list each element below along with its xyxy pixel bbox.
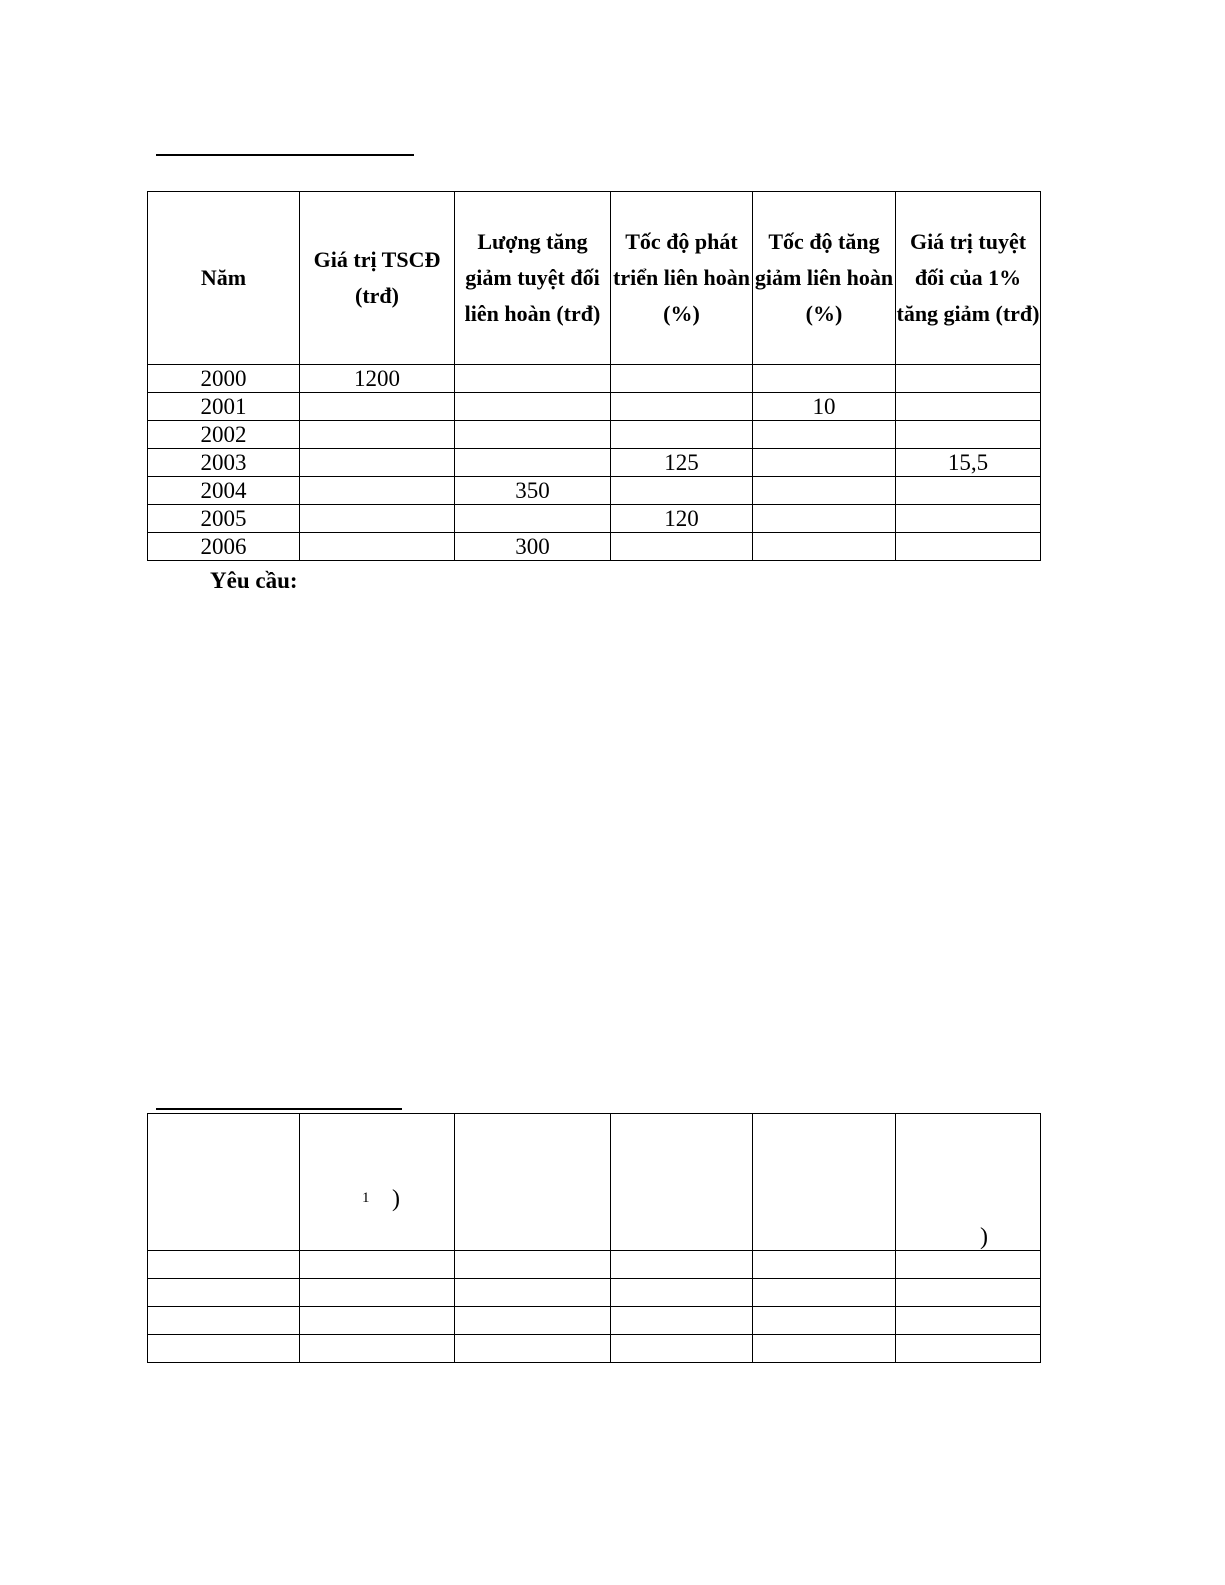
table-cell [455,1114,611,1251]
heading-underline [156,154,414,156]
table-cell [611,1279,753,1307]
table-cell [455,1307,611,1335]
table-cell [611,365,753,393]
table-cell: 125 [611,449,753,477]
table-cell [611,1335,753,1363]
table-row [148,1307,1041,1335]
table-cell [753,421,896,449]
table-cell [896,1251,1041,1279]
faded-table [147,1113,1041,1363]
table-cell [300,533,455,561]
header-year: Năm [148,192,300,365]
table-cell [455,421,611,449]
table-row [148,421,1041,449]
text-fragment: ) [980,1224,988,1250]
table-cell [300,393,455,421]
table-cell: 300 [455,533,611,561]
table-cell: 1200 [300,365,455,393]
table-cell [896,1335,1041,1363]
table-cell [753,365,896,393]
heading-underline [156,1108,402,1110]
table-cell [611,393,753,421]
header-absolute-change: Lượng tăng giảm tuyệt đối liên hoàn (trđ) [455,192,611,365]
table-cell [455,505,611,533]
table-cell [753,505,896,533]
header-change-rate: Tốc độ tăng giảm liên hoàn (%) [753,192,896,365]
table-cell [455,449,611,477]
year-cell: 2001 [148,393,300,421]
table-cell [300,1114,455,1251]
table-cell: 15,5 [896,449,1041,477]
table-cell [611,421,753,449]
table-cell [455,365,611,393]
table-cell [148,1279,300,1307]
table-cell: 350 [455,477,611,505]
table-cell [300,421,455,449]
table-cell [300,1335,455,1363]
table-cell [753,1114,896,1251]
year-cell: 2000 [148,365,300,393]
year-cell: 2002 [148,421,300,449]
table-header-row [148,192,1041,365]
table-cell [300,1279,455,1307]
table-cell [455,393,611,421]
table-cell [753,477,896,505]
table-cell [611,1114,753,1251]
table-cell [611,1307,753,1335]
table-cell [300,1307,455,1335]
table-cell [300,477,455,505]
table-cell: 120 [611,505,753,533]
table-row [148,505,1041,533]
table-cell [896,421,1041,449]
header-growth-rate: Tốc độ phát triển liên hoàn (%) [611,192,753,365]
table-cell [896,477,1041,505]
year-cell: 2005 [148,505,300,533]
requirement-label: Yêu cầu: [210,568,298,593]
table-cell [300,505,455,533]
table-cell [455,1335,611,1363]
table-cell [611,1251,753,1279]
table-cell [611,477,753,505]
table-row [148,477,1041,505]
table-cell [896,1307,1041,1335]
table-cell [148,1307,300,1335]
table-cell: 10 [753,393,896,421]
table-row [148,449,1041,477]
header-asset-value: Giá trị TSCĐ (trđ) [300,192,455,365]
table-cell [753,1279,896,1307]
table-cell [300,1251,455,1279]
table-cell [148,1335,300,1363]
text-fragment: ) [392,1186,400,1212]
table-row [148,533,1041,561]
table-header-row [148,1114,1041,1251]
table-cell [753,1307,896,1335]
table-cell [148,1114,300,1251]
text-fragment: 1 [362,1190,370,1206]
table-row [148,393,1041,421]
table-cell [896,393,1041,421]
table-cell [896,533,1041,561]
year-cell: 2006 [148,533,300,561]
table-row [148,1279,1041,1307]
table-cell [148,1251,300,1279]
year-cell: 2003 [148,449,300,477]
year-cell: 2004 [148,477,300,505]
table-cell [896,1114,1041,1251]
table-cell [611,533,753,561]
table-cell [896,505,1041,533]
table-cell [753,533,896,561]
table-cell [753,1251,896,1279]
table-cell [455,1279,611,1307]
header-one-percent-value: Giá trị tuyệt đối của 1% tăng giảm (trđ) [896,192,1041,365]
table-cell [300,449,455,477]
table-cell [753,1335,896,1363]
table-row [148,365,1041,393]
asset-value-table [147,191,1041,561]
table-cell [455,1251,611,1279]
table-cell [896,365,1041,393]
table-row [148,1251,1041,1279]
table-cell [753,449,896,477]
table-cell [896,1279,1041,1307]
table-row [148,1335,1041,1363]
